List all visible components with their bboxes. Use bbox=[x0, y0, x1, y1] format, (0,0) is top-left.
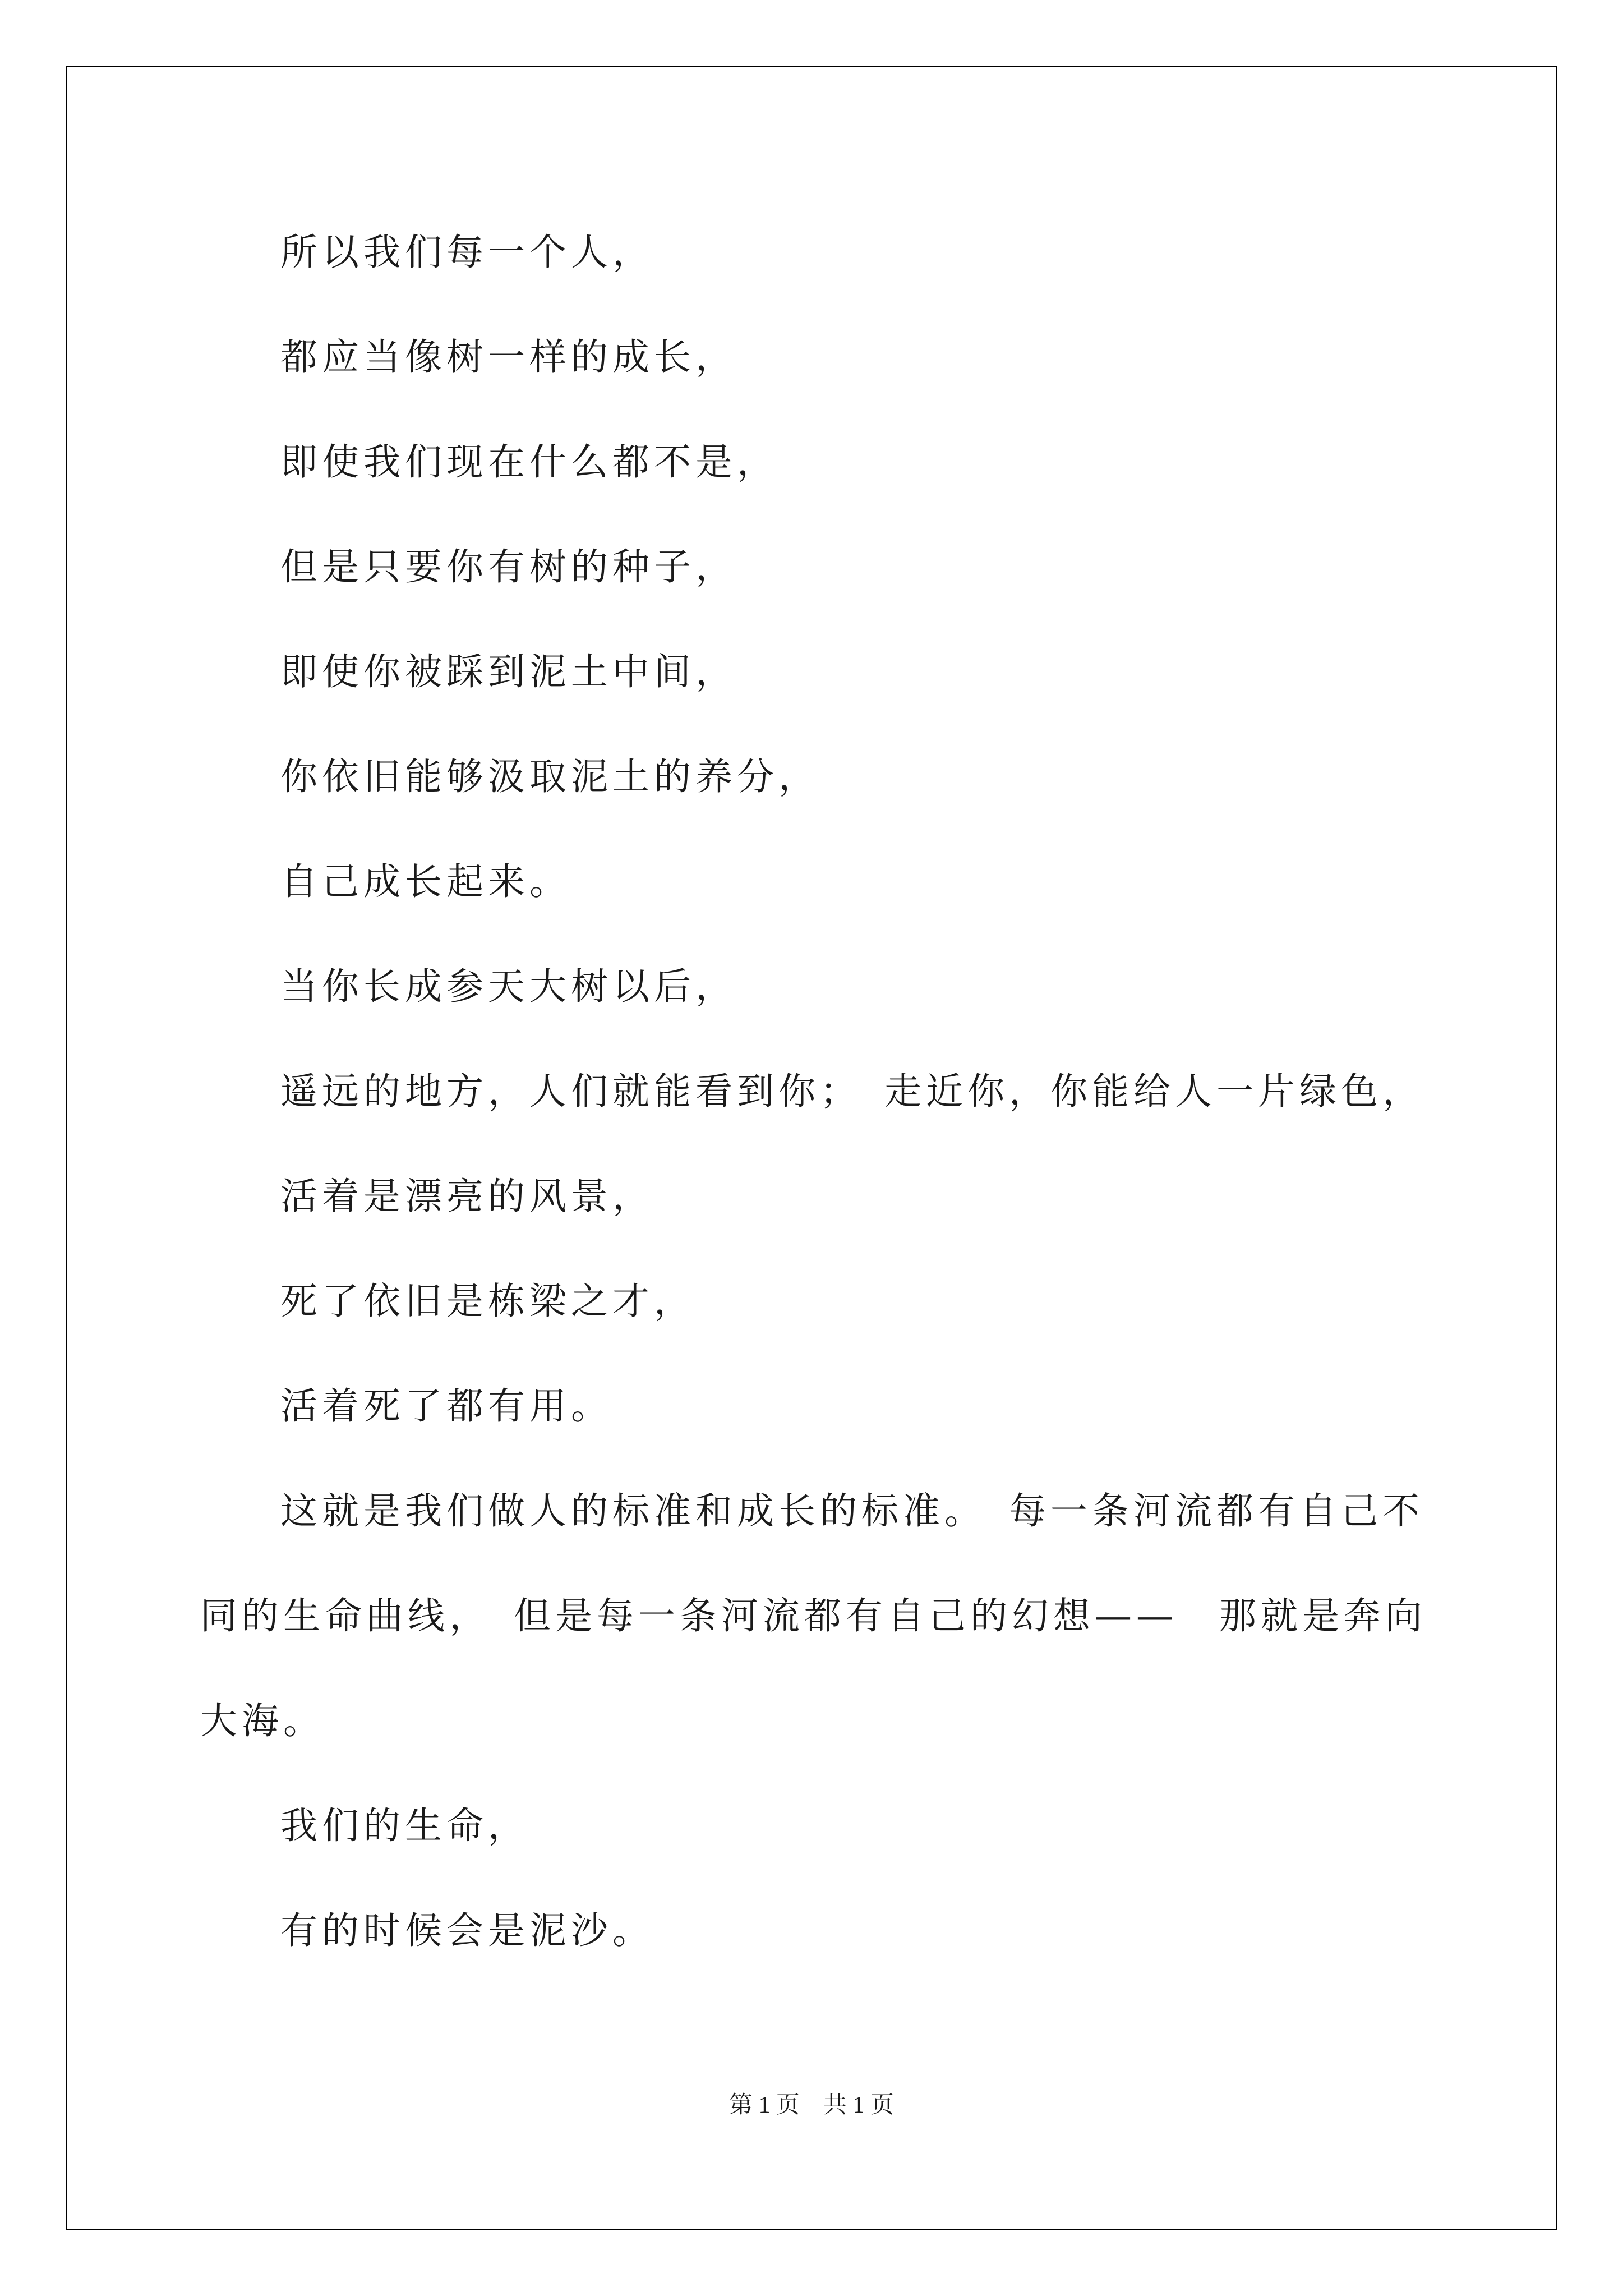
text-line-10: 活着是漂亮的风景， bbox=[280, 1175, 654, 1218]
page-number-footer: 第 1 页 共 1 页 bbox=[728, 2092, 894, 2118]
page-border bbox=[66, 66, 1557, 2230]
text-line-7: 自己成长起来。 bbox=[280, 860, 571, 903]
text-line-6: 你依旧能够汲取泥土的养分， bbox=[280, 755, 820, 798]
text-line-4: 但是只要你有树的种子， bbox=[280, 545, 737, 588]
text-line-17: 有的时候会是泥沙。 bbox=[280, 1909, 654, 1952]
text-line-9: 遥远的地方，人们就能看到你； 走近你，你能给人一片绿色， bbox=[280, 1070, 1424, 1113]
text-line-13: 这就是我们做人的标准和成长的标准。 每一条河流都有自己不 bbox=[280, 1489, 1424, 1533]
text-line-15: 大海。 bbox=[200, 1699, 325, 1742]
text-line-14: 同的生命曲线， 但是每一条河流都有自己的幻想—— 那就是奔向 bbox=[200, 1594, 1427, 1637]
text-line-8: 当你长成参天大树以后， bbox=[280, 965, 737, 1008]
text-line-3: 即使我们现在什么都不是， bbox=[280, 440, 778, 484]
text-line-16: 我们的生命， bbox=[280, 1804, 529, 1847]
text-line-2: 都应当像树一样的成长， bbox=[280, 335, 737, 379]
text-line-12: 活着死了都有用。 bbox=[280, 1384, 612, 1428]
text-line-1: 所以我们每一个人， bbox=[280, 231, 654, 274]
text-line-5: 即使你被踩到泥土中间， bbox=[280, 650, 737, 693]
text-line-11: 死了依旧是栋梁之才， bbox=[280, 1280, 695, 1323]
